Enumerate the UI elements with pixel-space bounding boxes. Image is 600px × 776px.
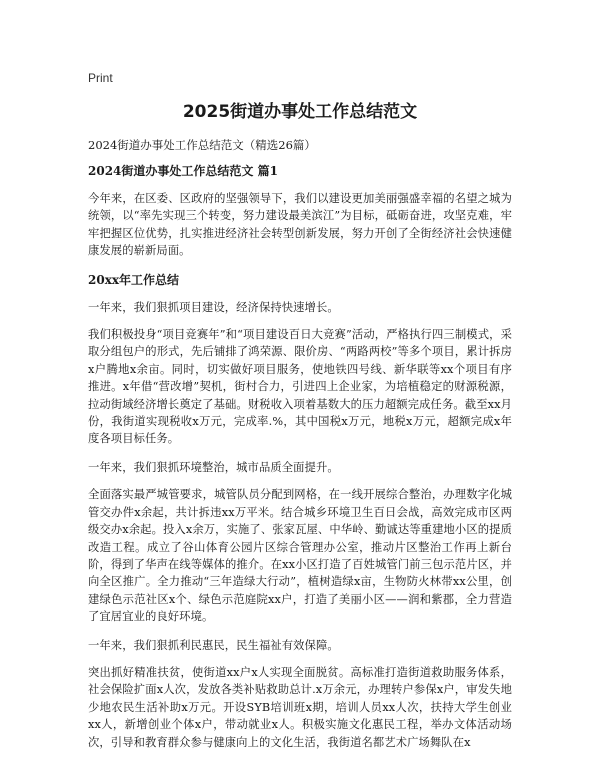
point3-body-paragraph: 突出抓好精准扶贫，使街道xx户x人实现全面脱贫。高标准打造街道救助服务体系，社会保险扩面x人次，发放各类补贴救助总计.x万余元，办理转户参保x户，审发失地少地农民生活补助x万元。开设SYB培训班x期，培训人员xx人次，扶持大学生创业xx人，新增创业个体x户，带动就业x人。积极实施文化惠民工程，举办文体活动场次，引导和教育群众参与健康向上的文化生活，我街道名都艺术广场舞队在x	[88, 665, 512, 749]
document-title: 2025街道办事处工作总结范文	[182, 102, 418, 122]
point2-body-paragraph: 全面落实最严城管要求，城管队员分配到网格，在一线开展综合整治，办理数字化城管交办件x余起，共计拆违xx万平米。结合城乡环境卫生百日会战，高效完成市区两级交办x余起。投入x余万，实施了、张家瓦屋、中华岭、勤诚达等重建地小区的提质改造工程。成立了谷山体育公园片区综合管理办公室，推动片区整治工作再上新台阶，得到了华声在线等媒体的推介。在xx小区打造了百姓城管门前三包示范片区，并向全区推广。全力推动“三年造绿大行动”，植树造绿x亩，生物防火林带xx公里，创建绿色示范社区x个、绿色示范庭院xx户，打造了美丽小区——润和紫郡，全力营造了宜居宜业的良好环境。	[88, 488, 512, 624]
print-label: Print	[88, 71, 113, 85]
section-heading: 2024街道办事处工作总结范文 篇1	[88, 164, 278, 178]
point1-lead-paragraph: 一年来，我们狠抓项目建设，经济保持快速增长。	[88, 300, 339, 314]
point2-lead-paragraph: 一年来，我们狠抓环境整治，城市品质全面提升。	[88, 460, 339, 474]
document-subtitle: 2024街道办事处工作总结范文（精选26篇）	[88, 138, 316, 152]
point1-body-paragraph: 我们积极投身“项目竞赛年”和“项目建设百日大竞赛”活动，严格执行四三制模式，采取分组包户的形式，先后铺排了鸿荣源、限价房、“两路两校”等多个项目，累计拆房x户腾地x余亩。同时，切实做好项目服务，使地铁四号线、新华联等xx个项目有序推进。x年借“营改增”契机，街村合力，引进四上企业家，为培植稳定的财源税源，拉动街域经济增长奠定了基础。财税收入项着基数大的压力超额完成任务。截至xx月份，我街道实现税收x万元，完成率.%，其中国税x万元，地税x万元，超额完成x年度各项目标任务。	[88, 328, 512, 446]
work-summary-heading: 20xx年工作总结	[88, 272, 180, 287]
intro-paragraph: 今年来，在区委、区政府的坚强领导下，我们以建设更加美丽强盛幸福的名望之城为统领，以“率先实现三个转变，努力建设最美滨江”为目标，砥砺奋进，攻坚克难，牢牢把握区位优势，扎实推进经济社会转型创新发展，努力开创了全街经济社会快速健康发展的崭新局面。	[88, 192, 512, 258]
point3-lead-paragraph: 一年来，我们狠抓利民惠民，民生福祉有效保障。	[88, 638, 339, 652]
